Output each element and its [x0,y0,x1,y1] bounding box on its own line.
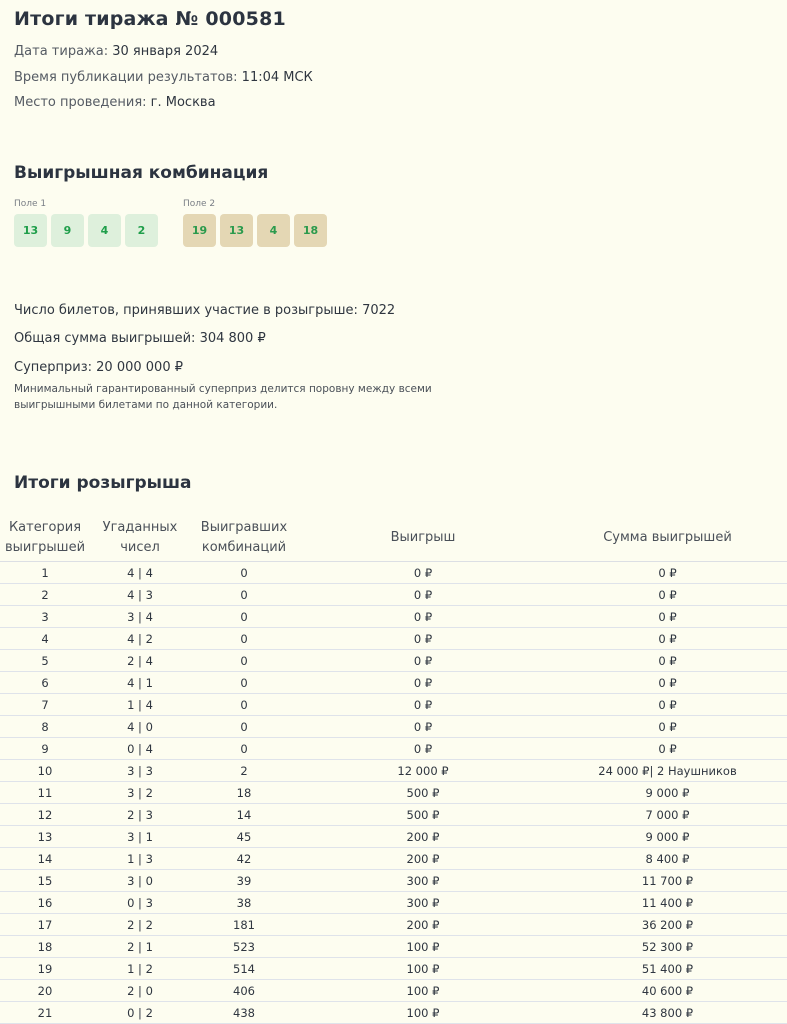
table-row [0,892,787,914]
cell-prize-total: 0 ₽ [548,738,787,760]
cell-guessed: 1 | 3 [90,848,190,870]
cell-category: 9 [0,738,90,760]
publication-time-value: 11:04 МСК [241,70,313,85]
page-title: Итоги тиража № 000581 [14,8,286,30]
cell-guessed: 3 | 1 [90,826,190,848]
cell-prize: 0 ₽ [298,694,548,716]
venue-line [14,95,216,110]
cell-category: 15 [0,870,90,892]
draw-date-value: 30 января 2024 [112,44,219,59]
cell-category: 2 [0,584,90,606]
cell-prize: 200 ₽ [298,848,548,870]
cell-prize-total: 52 300 ₽ [548,936,787,958]
cell-prize-total: 0 ₽ [548,606,787,628]
field-1-label: Поле 1 [14,199,47,209]
cell-prize: 300 ₽ [298,892,548,914]
table-row [0,562,787,584]
field-1-ball: 9 [51,214,84,247]
cell-prize: 200 ₽ [298,826,548,848]
table-row [0,870,787,892]
table-row [0,958,787,980]
table-row [0,716,787,738]
cell-prize: 100 ₽ [298,936,548,958]
cell-guessed: 3 | 2 [90,782,190,804]
results-table-body [0,562,787,1024]
total-winnings-line [14,331,266,346]
column-header-category: Категория выигрышей [0,515,90,562]
table-row [0,584,787,606]
cell-guessed: 1 | 4 [90,694,190,716]
cell-winning-combinations: 181 [190,914,298,936]
cell-prize: 500 ₽ [298,804,548,826]
field-2-numbers [183,214,327,247]
cell-winning-combinations: 0 [190,584,298,606]
table-row [0,628,787,650]
cell-guessed: 0 | 2 [90,1002,190,1024]
cell-winning-combinations: 0 [190,672,298,694]
cell-winning-combinations: 0 [190,606,298,628]
cell-prize: 300 ₽ [298,870,548,892]
field-1-ball: 13 [14,214,47,247]
table-row [0,606,787,628]
cell-prize-total: 51 400 ₽ [548,958,787,980]
cell-guessed: 4 | 4 [90,562,190,584]
column-header-prize: Выигрыш [298,515,548,562]
table-row [0,738,787,760]
cell-prize-total: 7 000 ₽ [548,804,787,826]
superprize-value: 20 000 000 ₽ [96,360,183,375]
cell-prize-total: 0 ₽ [548,650,787,672]
superprize-note: Минимальный гарантированный суперприз делится поровну между всеми выигрышными билетами по данной категории. [14,383,432,411]
table-row [0,914,787,936]
cell-category: 12 [0,804,90,826]
table-row [0,826,787,848]
field-2-ball: 18 [294,214,327,247]
tickets-count-label: Число билетов, принявших участие в розыгрыше: [14,303,358,318]
cell-category: 10 [0,760,90,782]
results-header-row [0,515,787,562]
cell-prize-total: 8 400 ₽ [548,848,787,870]
tickets-count-line [14,303,395,318]
draw-date-line [14,44,218,59]
cell-prize: 0 ₽ [298,738,548,760]
table-row [0,1002,787,1024]
cell-guessed: 4 | 1 [90,672,190,694]
cell-winning-combinations: 0 [190,738,298,760]
cell-winning-combinations: 38 [190,892,298,914]
cell-winning-combinations: 2 [190,760,298,782]
field-1-ball: 4 [88,214,121,247]
cell-prize-total: 40 600 ₽ [548,980,787,1002]
cell-guessed: 3 | 3 [90,760,190,782]
superprize-label: Суперприз: [14,360,93,375]
cell-category: 20 [0,980,90,1002]
table-row [0,936,787,958]
cell-prize-total: 0 ₽ [548,694,787,716]
cell-winning-combinations: 42 [190,848,298,870]
cell-prize: 500 ₽ [298,782,548,804]
field-2-label: Поле 2 [183,199,216,209]
cell-category: 18 [0,936,90,958]
results-title: Итоги розыгрыша [14,473,192,493]
table-row [0,650,787,672]
cell-category: 3 [0,606,90,628]
total-winnings-value: 304 800 ₽ [199,331,266,346]
cell-prize: 0 ₽ [298,628,548,650]
cell-prize-total: 0 ₽ [548,584,787,606]
cell-guessed: 0 | 4 [90,738,190,760]
venue-value: г. Москва [150,95,216,110]
cell-prize-total: 43 800 ₽ [548,1002,787,1024]
cell-prize-total: 11 700 ₽ [548,870,787,892]
cell-category: 4 [0,628,90,650]
table-row [0,672,787,694]
cell-category: 7 [0,694,90,716]
cell-category: 19 [0,958,90,980]
cell-winning-combinations: 39 [190,870,298,892]
cell-prize-total: 9 000 ₽ [548,782,787,804]
cell-prize: 0 ₽ [298,716,548,738]
cell-prize: 0 ₽ [298,606,548,628]
cell-guessed: 2 | 3 [90,804,190,826]
cell-guessed: 1 | 2 [90,958,190,980]
winning-combination-title: Выигрышная комбинация [14,163,269,183]
cell-guessed: 3 | 4 [90,606,190,628]
cell-category: 21 [0,1002,90,1024]
cell-prize: 12 000 ₽ [298,760,548,782]
cell-category: 17 [0,914,90,936]
cell-prize-total: 36 200 ₽ [548,914,787,936]
cell-guessed: 2 | 4 [90,650,190,672]
cell-prize: 0 ₽ [298,650,548,672]
cell-guessed: 2 | 2 [90,914,190,936]
venue-label: Место проведения: [14,95,147,110]
results-table [0,515,787,1024]
cell-prize: 200 ₽ [298,914,548,936]
table-row [0,694,787,716]
publication-time-label: Время публикации результатов: [14,70,238,85]
cell-guessed: 3 | 0 [90,870,190,892]
cell-prize: 0 ₽ [298,672,548,694]
cell-prize-total: 24 000 ₽| 2 Наушников [548,760,787,782]
column-header-winning-combinations: Выигравших комбинаций [190,515,298,562]
cell-winning-combinations: 523 [190,936,298,958]
cell-category: 11 [0,782,90,804]
draw-date-label: Дата тиража: [14,44,109,59]
total-winnings-label: Общая сумма выигрышей: [14,331,196,346]
field-1-numbers [14,214,158,247]
cell-winning-combinations: 18 [190,782,298,804]
cell-winning-combinations: 0 [190,650,298,672]
cell-guessed: 4 | 0 [90,716,190,738]
table-row [0,782,787,804]
cell-category: 6 [0,672,90,694]
column-header-guessed: Угаданных чисел [90,515,190,562]
cell-prize-total: 9 000 ₽ [548,826,787,848]
cell-category: 16 [0,892,90,914]
cell-prize-total: 11 400 ₽ [548,892,787,914]
cell-prize: 100 ₽ [298,958,548,980]
table-row [0,848,787,870]
cell-winning-combinations: 406 [190,980,298,1002]
field-2-ball: 13 [220,214,253,247]
field-2-ball: 4 [257,214,290,247]
table-row [0,980,787,1002]
cell-prize-total: 0 ₽ [548,628,787,650]
tickets-count-value: 7022 [362,303,396,318]
cell-prize: 100 ₽ [298,980,548,1002]
cell-category: 14 [0,848,90,870]
field-2-ball: 19 [183,214,216,247]
cell-guessed: 0 | 3 [90,892,190,914]
cell-category: 13 [0,826,90,848]
cell-category: 5 [0,650,90,672]
cell-winning-combinations: 0 [190,694,298,716]
table-row [0,804,787,826]
cell-prize-total: 0 ₽ [548,562,787,584]
cell-prize-total: 0 ₽ [548,672,787,694]
superprize-line [14,360,183,375]
cell-winning-combinations: 14 [190,804,298,826]
publication-time-line [14,70,313,85]
table-row [0,760,787,782]
cell-prize: 100 ₽ [298,1002,548,1024]
cell-winning-combinations: 0 [190,562,298,584]
cell-winning-combinations: 438 [190,1002,298,1024]
cell-guessed: 4 | 2 [90,628,190,650]
cell-winning-combinations: 514 [190,958,298,980]
cell-winning-combinations: 0 [190,716,298,738]
cell-prize-total: 0 ₽ [548,716,787,738]
cell-winning-combinations: 0 [190,628,298,650]
cell-prize: 0 ₽ [298,562,548,584]
cell-prize: 0 ₽ [298,584,548,606]
cell-guessed: 2 | 1 [90,936,190,958]
field-1-ball: 2 [125,214,158,247]
cell-category: 1 [0,562,90,584]
cell-guessed: 4 | 3 [90,584,190,606]
cell-winning-combinations: 45 [190,826,298,848]
cell-category: 8 [0,716,90,738]
column-header-prize-total: Сумма выигрышей [548,515,787,562]
cell-guessed: 2 | 0 [90,980,190,1002]
